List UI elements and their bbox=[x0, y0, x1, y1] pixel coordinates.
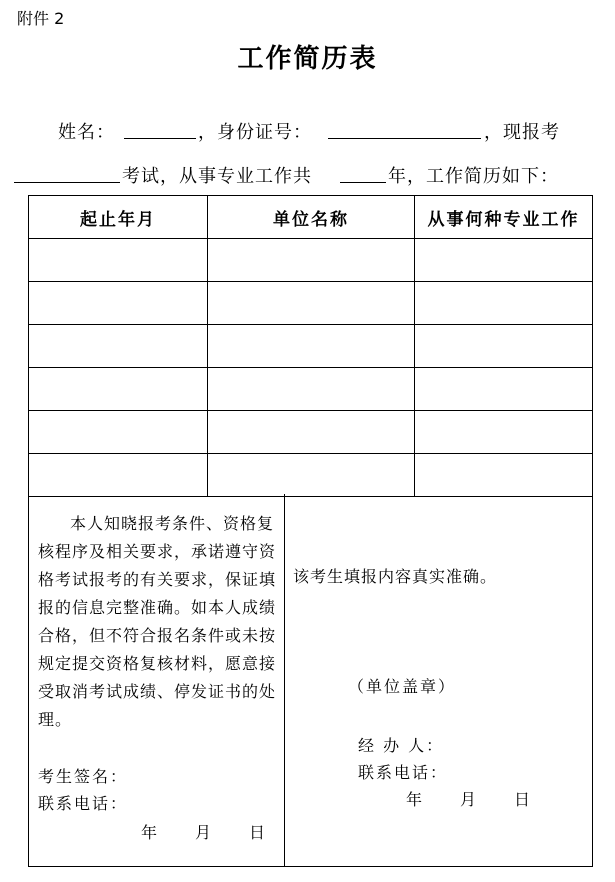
table-cell[interactable] bbox=[208, 239, 415, 282]
id-number-label: ，身份证号： bbox=[198, 122, 312, 143]
exam-name-blank[interactable] bbox=[14, 182, 120, 183]
table-cell[interactable] bbox=[415, 411, 593, 454]
table-row bbox=[29, 325, 593, 368]
table-row bbox=[29, 368, 593, 411]
candidate-pledge-text: 本人知晓报考条件、资格复核程序及相关要求，承诺遵守资格考试报考的有关要求，保证填报的信息完整准确。如本人成绩合格，但不符合报名条件或未按规定提交资格复核材料，愿意接受取消考试成绩、停发证书的处理。 bbox=[38, 514, 277, 729]
table-cell[interactable] bbox=[208, 411, 415, 454]
table-cell[interactable] bbox=[208, 282, 415, 325]
table-row bbox=[29, 282, 593, 325]
candidate-date-label: 年 月 日 bbox=[141, 823, 268, 842]
column-header-work-type: 从事何种专业工作 bbox=[415, 196, 593, 239]
table-cell[interactable] bbox=[415, 454, 593, 497]
column-header-employer: 单位名称 bbox=[208, 196, 415, 239]
table-header-row bbox=[29, 196, 593, 239]
apply-label: ，现报考 bbox=[484, 122, 560, 143]
table-cell[interactable] bbox=[29, 454, 208, 497]
unit-phone-label: 联系电话： bbox=[358, 763, 449, 782]
table-cell[interactable] bbox=[208, 325, 415, 368]
table-cell[interactable] bbox=[415, 368, 593, 411]
form-title: 工作简历表 bbox=[237, 44, 378, 74]
id-number-blank[interactable] bbox=[328, 138, 481, 139]
candidate-signature-label: 考生签名： bbox=[38, 767, 129, 786]
table-cell[interactable] bbox=[415, 325, 593, 368]
unit-confirm-text: 该考生填报内容真实准确。 bbox=[293, 567, 498, 586]
name-blank[interactable] bbox=[124, 138, 196, 139]
table-cell[interactable] bbox=[29, 411, 208, 454]
table-cell[interactable] bbox=[29, 368, 208, 411]
column-header-period: 起止年月 bbox=[29, 196, 208, 239]
section-divider bbox=[284, 494, 285, 867]
attachment-label: 附件 2 bbox=[17, 9, 65, 28]
table-row bbox=[29, 239, 593, 282]
unit-handler-label: 经 办 人： bbox=[358, 736, 445, 755]
table-row bbox=[29, 454, 593, 497]
years-suffix-label: 年，工作简历如下： bbox=[388, 166, 559, 187]
table-cell[interactable] bbox=[415, 239, 593, 282]
work-history-table bbox=[28, 195, 593, 497]
table-cell[interactable] bbox=[208, 454, 415, 497]
table-cell[interactable] bbox=[29, 239, 208, 282]
name-label: 姓名： bbox=[58, 122, 115, 143]
candidate-phone-label: 联系电话： bbox=[38, 794, 129, 813]
years-blank[interactable] bbox=[340, 182, 386, 183]
exam-suffix-label: 考试，从事专业工作共 bbox=[122, 166, 312, 187]
unit-seal-label: （单位盖章） bbox=[348, 677, 457, 696]
table-cell[interactable] bbox=[208, 368, 415, 411]
table-cell[interactable] bbox=[415, 282, 593, 325]
table-row bbox=[29, 411, 593, 454]
table-cell[interactable] bbox=[29, 325, 208, 368]
unit-date-label: 年 月 日 bbox=[406, 790, 533, 809]
table-cell[interactable] bbox=[29, 282, 208, 325]
